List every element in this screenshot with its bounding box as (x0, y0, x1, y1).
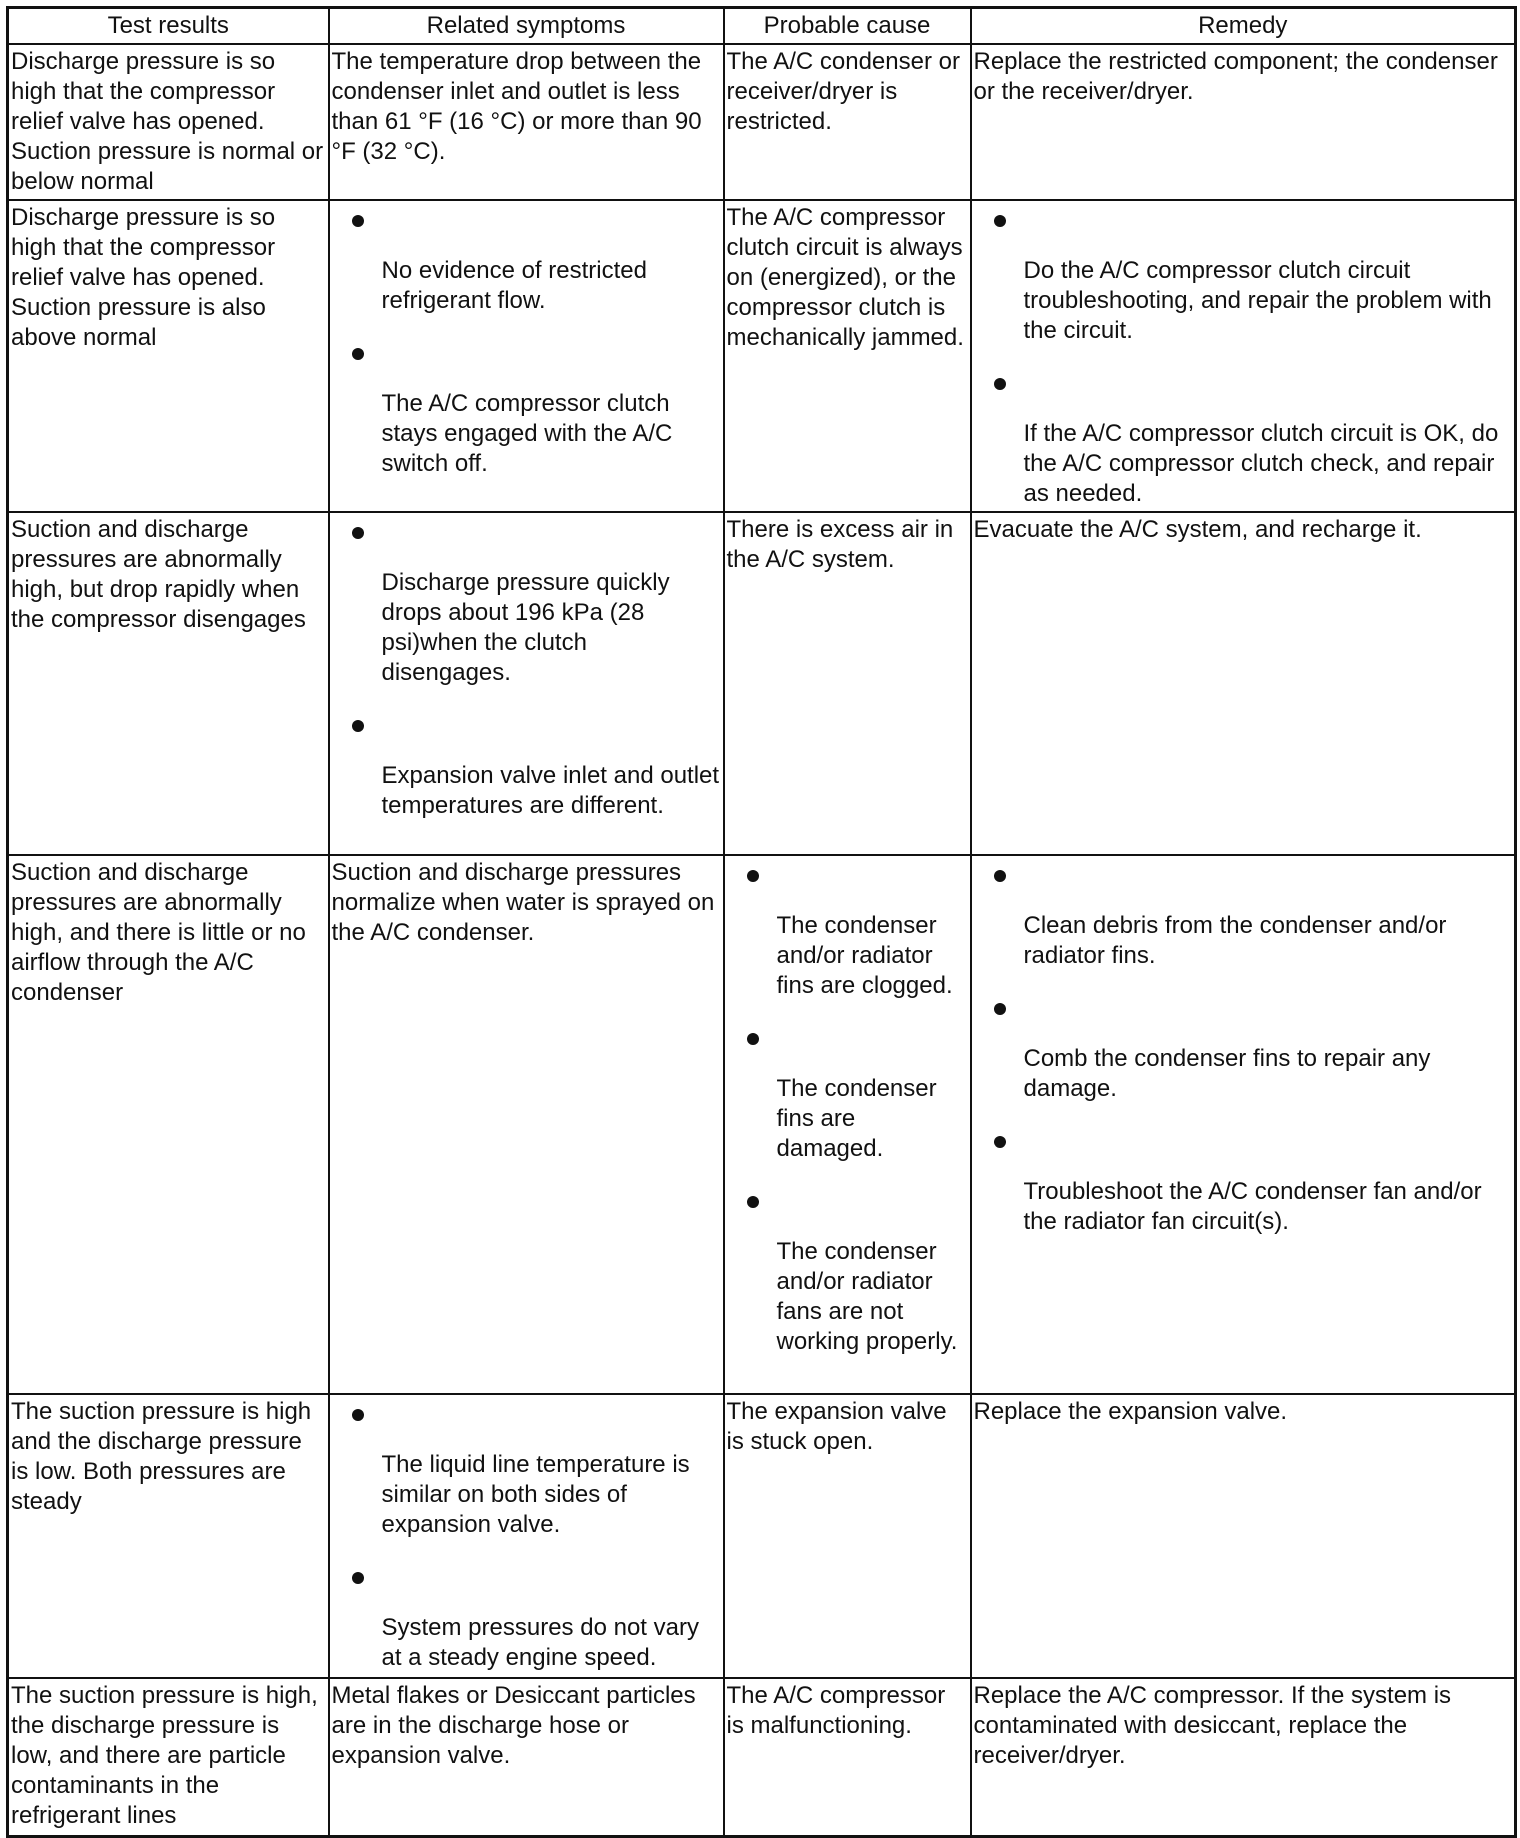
list-item (332, 336, 721, 479)
remedy-cell: Evacuate the A/C system, and recharge it. (971, 512, 1516, 855)
list-item-text: The A/C compressor clutch stays engaged with the A/C switch off. (381, 390, 673, 477)
remedy-cell: Replace the restricted component; the condenser or the receiver/dryer. (971, 44, 1516, 200)
list-item-text: Do the A/C compressor clutch circuit troubleshooting, and repair the problem with the circuit. (1023, 257, 1492, 344)
list-item (974, 858, 1513, 971)
list-item-text: The condenser fins are damaged. (776, 1075, 937, 1162)
test-result-cell: Discharge pressure is so high that the compressor relief valve has opened. Suction pressure is also above normal (8, 200, 329, 512)
symptoms-cell: Metal flakes or Desiccant particles are in the discharge hose or expansion valve. (329, 1678, 724, 1836)
list-item (727, 858, 968, 1001)
list-item-text: Discharge pressure quickly drops about 196 kPa (28 psi)when the clutch disengages. (381, 569, 670, 686)
symptoms-list (332, 515, 721, 821)
bullet-icon (994, 215, 1006, 227)
list-item-text: The condenser and/or radiator fins are clogged. (776, 912, 953, 999)
list-item (332, 203, 721, 316)
cause-cell: The A/C condenser or receiver/dryer is restricted. (724, 44, 971, 200)
bullet-icon (747, 870, 759, 882)
table-row (8, 1678, 1516, 1836)
remedy-cell: Replace the expansion valve. (971, 1394, 1516, 1678)
bullet-icon (994, 870, 1006, 882)
bullet-icon (994, 378, 1006, 390)
test-result-cell: The suction pressure is high, the discharge pressure is low, and there are particle contaminants in the refrigerant lines (8, 1678, 329, 1836)
cause-cell: The A/C compressor clutch circuit is always on (energized), or the compressor clutch is mechanically jammed. (724, 200, 971, 512)
list-item-text: Expansion valve inlet and outlet temperatures are different. (381, 762, 720, 819)
list-item (332, 1560, 721, 1673)
cause-list (727, 858, 968, 1357)
cause-cell (724, 855, 971, 1394)
header-probable-cause: Probable cause (724, 8, 971, 45)
cause-cell: There is excess air in the A/C system. (724, 512, 971, 855)
list-item (332, 708, 721, 821)
list-item (974, 203, 1513, 346)
list-item-text: Comb the condenser fins to repair any damage. (1023, 1045, 1431, 1102)
list-item (974, 991, 1513, 1104)
symptoms-list (332, 1397, 721, 1673)
table-row (8, 44, 1516, 200)
list-item-text: System pressures do not vary at a steady engine speed. (381, 1614, 699, 1671)
header-row (8, 8, 1516, 45)
bullet-icon (352, 1409, 364, 1421)
symptoms-list (332, 203, 721, 479)
list-item (332, 1397, 721, 1540)
bullet-icon (747, 1033, 759, 1045)
remedy-cell (971, 200, 1516, 512)
list-item-text: If the A/C compressor clutch circuit is OK, do the A/C compressor clutch check, and repair as needed. (1023, 420, 1499, 507)
table-row (8, 1394, 1516, 1678)
table-row (8, 512, 1516, 855)
bullet-icon (747, 1196, 759, 1208)
list-item-text: Clean debris from the condenser and/or radiator fins. (1023, 912, 1447, 969)
header-remedy: Remedy (971, 8, 1516, 45)
list-item (974, 1124, 1513, 1237)
bullet-icon (352, 720, 364, 732)
list-item-text: The condenser and/or radiator fans are not working properly. (776, 1238, 958, 1355)
test-result-cell: Suction and discharge pressures are abnormally high, and there is little or no airflow through the A/C condenser (8, 855, 329, 1394)
bullet-icon (994, 1136, 1006, 1148)
symptoms-cell: Suction and discharge pressures normalize when water is sprayed on the A/C condenser. (329, 855, 724, 1394)
test-result-cell: Discharge pressure is so high that the compressor relief valve has opened. Suction pressure is normal or below normal (8, 44, 329, 200)
list-item (727, 1184, 968, 1357)
troubleshooting-document (6, 6, 1514, 1830)
list-item-text: The liquid line temperature is similar on both sides of expansion valve. (381, 1451, 690, 1538)
list-item (974, 366, 1513, 509)
list-item (332, 515, 721, 688)
table-row (8, 855, 1516, 1394)
symptoms-cell (329, 512, 724, 855)
remedy-list (974, 203, 1513, 509)
test-result-cell: The suction pressure is high and the discharge pressure is low. Both pressures are steady (8, 1394, 329, 1678)
header-related-symptoms: Related symptoms (329, 8, 724, 45)
cause-cell: The A/C compressor is malfunctioning. (724, 1678, 971, 1836)
cause-cell: The expansion valve is stuck open. (724, 1394, 971, 1678)
troubleshooting-table (6, 6, 1517, 1838)
remedy-list (974, 858, 1513, 1237)
symptoms-cell (329, 1394, 724, 1678)
remedy-cell (971, 855, 1516, 1394)
bullet-icon (352, 1572, 364, 1584)
bullet-icon (352, 348, 364, 360)
symptoms-cell (329, 200, 724, 512)
bullet-icon (994, 1003, 1006, 1015)
remedy-cell: Replace the A/C compressor. If the system is contaminated with desiccant, replace the receiver/dryer. (971, 1678, 1516, 1836)
bullet-icon (352, 527, 364, 539)
list-item (727, 1021, 968, 1164)
test-result-cell: Suction and discharge pressures are abnormally high, but drop rapidly when the compressor disengages (8, 512, 329, 855)
list-item-text: No evidence of restricted refrigerant flow. (381, 257, 647, 314)
header-test-results: Test results (8, 8, 329, 45)
list-item-text: Troubleshoot the A/C condenser fan and/or the radiator fan circuit(s). (1023, 1178, 1482, 1235)
table-row (8, 200, 1516, 512)
bullet-icon (352, 215, 364, 227)
symptoms-cell: The temperature drop between the condenser inlet and outlet is less than 61 °F (16 °C) or more than 90 °F (32 °C). (329, 44, 724, 200)
